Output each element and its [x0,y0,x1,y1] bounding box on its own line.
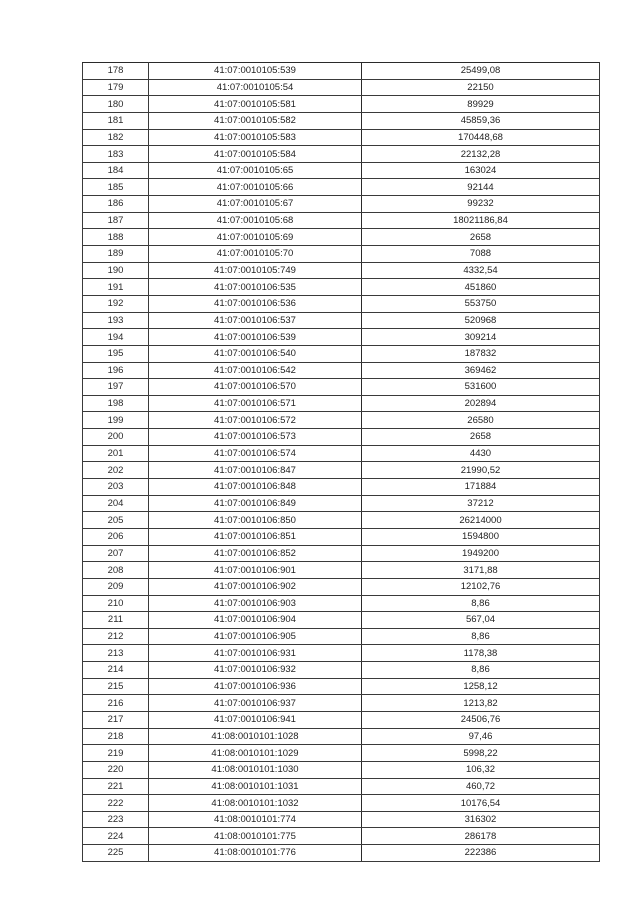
table-row [83,179,600,196]
row-number-cell: 199 [83,412,149,429]
table-row [83,795,600,812]
table-row [83,262,600,279]
row-number-cell: 218 [83,728,149,745]
table-row [83,545,600,562]
cadastral-number-cell: 41:07:0010105:69 [149,229,362,246]
table-row [83,146,600,163]
table-row [83,229,600,246]
cadastral-number-cell: 41:07:0010105:67 [149,196,362,213]
cadastral-number-cell: 41:07:0010106:574 [149,445,362,462]
cadastral-number-cell: 41:07:0010106:851 [149,528,362,545]
row-number-cell: 198 [83,395,149,412]
row-number-cell: 220 [83,761,149,778]
cadastral-number-cell: 41:08:0010101:775 [149,828,362,845]
row-number-cell: 207 [83,545,149,562]
value-cell: 316302 [362,811,600,828]
cadastral-number-cell: 41:07:0010106:848 [149,479,362,496]
cadastral-number-cell: 41:08:0010101:776 [149,845,362,862]
table-row [83,429,600,446]
value-cell: 106,32 [362,761,600,778]
value-cell: 1258,12 [362,678,600,695]
table-row [83,612,600,629]
cadastral-number-cell: 41:07:0010106:902 [149,578,362,595]
row-number-cell: 178 [83,63,149,80]
cadastral-number-cell: 41:07:0010106:571 [149,395,362,412]
table-row [83,645,600,662]
table-row [83,828,600,845]
value-cell: 22150 [362,79,600,96]
row-number-cell: 223 [83,811,149,828]
cadastral-number-cell: 41:07:0010105:582 [149,112,362,129]
value-cell: 4430 [362,445,600,462]
value-cell: 8,86 [362,628,600,645]
cadastral-number-cell: 41:07:0010105:65 [149,162,362,179]
value-cell: 8,86 [362,595,600,612]
row-number-cell: 208 [83,562,149,579]
cadastral-number-cell: 41:07:0010106:570 [149,379,362,396]
cadastral-number-cell: 41:07:0010106:539 [149,329,362,346]
value-cell: 22132,28 [362,146,600,163]
table-row [83,678,600,695]
row-number-cell: 204 [83,495,149,512]
value-cell: 171884 [362,479,600,496]
row-number-cell: 214 [83,662,149,679]
cadastral-value-table [82,62,600,862]
row-number-cell: 201 [83,445,149,462]
table-row [83,562,600,579]
cadastral-number-cell: 41:07:0010106:542 [149,362,362,379]
cadastral-number-cell: 41:07:0010105:581 [149,96,362,113]
value-cell: 286178 [362,828,600,845]
row-number-cell: 222 [83,795,149,812]
row-number-cell: 190 [83,262,149,279]
row-number-cell: 217 [83,711,149,728]
value-cell: 24506,76 [362,711,600,728]
table-row [83,811,600,828]
cadastral-number-cell: 41:07:0010105:68 [149,212,362,229]
value-cell: 92144 [362,179,600,196]
value-cell: 26580 [362,412,600,429]
row-number-cell: 183 [83,146,149,163]
value-cell: 18021186,84 [362,212,600,229]
table-row [83,312,600,329]
value-cell: 45859,36 [362,112,600,129]
cadastral-number-cell: 41:07:0010106:573 [149,429,362,446]
row-number-cell: 221 [83,778,149,795]
row-number-cell: 197 [83,379,149,396]
table-row [83,745,600,762]
table-row [83,512,600,529]
value-cell: 1949200 [362,545,600,562]
table-row [83,462,600,479]
row-number-cell: 224 [83,828,149,845]
cadastral-number-cell: 41:08:0010101:1030 [149,761,362,778]
value-cell: 97,46 [362,728,600,745]
table-row [83,246,600,263]
table-row [83,162,600,179]
row-number-cell: 200 [83,429,149,446]
table-row [83,445,600,462]
cadastral-number-cell: 41:07:0010106:936 [149,678,362,695]
value-cell: 520968 [362,312,600,329]
row-number-cell: 196 [83,362,149,379]
row-number-cell: 211 [83,612,149,629]
cadastral-number-cell: 41:08:0010101:774 [149,811,362,828]
row-number-cell: 193 [83,312,149,329]
row-number-cell: 195 [83,345,149,362]
row-number-cell: 180 [83,96,149,113]
value-cell: 4332,54 [362,262,600,279]
row-number-cell: 206 [83,528,149,545]
cadastral-number-cell: 41:07:0010106:852 [149,545,362,562]
table-row [83,63,600,80]
value-cell: 170448,68 [362,129,600,146]
value-cell: 37212 [362,495,600,512]
table-row [83,412,600,429]
table-body [83,63,600,862]
row-number-cell: 192 [83,295,149,312]
row-number-cell: 189 [83,246,149,263]
table-row [83,695,600,712]
value-cell: 25499,08 [362,63,600,80]
table-row [83,778,600,795]
value-cell: 5998,22 [362,745,600,762]
cadastral-number-cell: 41:07:0010106:850 [149,512,362,529]
cadastral-number-cell: 41:07:0010106:903 [149,595,362,612]
value-cell: 2658 [362,429,600,446]
table-row [83,362,600,379]
table-row [83,79,600,96]
value-cell: 12102,76 [362,578,600,595]
row-number-cell: 187 [83,212,149,229]
cadastral-number-cell: 41:07:0010106:937 [149,695,362,712]
row-number-cell: 215 [83,678,149,695]
value-cell: 1213,82 [362,695,600,712]
row-number-cell: 213 [83,645,149,662]
value-cell: 7088 [362,246,600,263]
row-number-cell: 202 [83,462,149,479]
row-number-cell: 216 [83,695,149,712]
row-number-cell: 194 [83,329,149,346]
cadastral-number-cell: 41:07:0010105:54 [149,79,362,96]
cadastral-number-cell: 41:07:0010106:904 [149,612,362,629]
cadastral-number-cell: 41:07:0010106:849 [149,495,362,512]
cadastral-number-cell: 41:07:0010105:583 [149,129,362,146]
table-row [83,329,600,346]
table-row [83,129,600,146]
value-cell: 89929 [362,96,600,113]
value-cell: 369462 [362,362,600,379]
cadastral-number-cell: 41:07:0010105:66 [149,179,362,196]
table-row [83,628,600,645]
row-number-cell: 205 [83,512,149,529]
cadastral-number-cell: 41:07:0010105:70 [149,246,362,263]
value-cell: 202894 [362,395,600,412]
value-cell: 567,04 [362,612,600,629]
value-cell: 8,86 [362,662,600,679]
value-cell: 460,72 [362,778,600,795]
cadastral-number-cell: 41:07:0010106:572 [149,412,362,429]
value-cell: 10176,54 [362,795,600,812]
table-row [83,479,600,496]
value-cell: 3171,88 [362,562,600,579]
row-number-cell: 203 [83,479,149,496]
table-row [83,379,600,396]
row-number-cell: 186 [83,196,149,213]
value-cell: 1594800 [362,528,600,545]
table-row [83,761,600,778]
table-row [83,578,600,595]
value-cell: 309214 [362,329,600,346]
row-number-cell: 212 [83,628,149,645]
table-row [83,728,600,745]
cadastral-number-cell: 41:08:0010101:1028 [149,728,362,745]
row-number-cell: 210 [83,595,149,612]
row-number-cell: 179 [83,79,149,96]
value-cell: 26214000 [362,512,600,529]
value-cell: 451860 [362,279,600,296]
row-number-cell: 181 [83,112,149,129]
row-number-cell: 225 [83,845,149,862]
table-row [83,295,600,312]
value-cell: 531600 [362,379,600,396]
value-cell: 222386 [362,845,600,862]
table-row [83,711,600,728]
cadastral-number-cell: 41:07:0010106:540 [149,345,362,362]
cadastral-number-cell: 41:07:0010106:932 [149,662,362,679]
value-cell: 553750 [362,295,600,312]
value-cell: 163024 [362,162,600,179]
row-number-cell: 188 [83,229,149,246]
row-number-cell: 184 [83,162,149,179]
table-row [83,528,600,545]
cadastral-number-cell: 41:07:0010106:535 [149,279,362,296]
table-row [83,279,600,296]
cadastral-number-cell: 41:08:0010101:1032 [149,795,362,812]
table-row [83,845,600,862]
table-row [83,395,600,412]
row-number-cell: 185 [83,179,149,196]
cadastral-number-cell: 41:07:0010106:536 [149,295,362,312]
table-row [83,495,600,512]
cadastral-number-cell: 41:07:0010106:931 [149,645,362,662]
row-number-cell: 219 [83,745,149,762]
value-cell: 21990,52 [362,462,600,479]
row-number-cell: 191 [83,279,149,296]
table-row [83,212,600,229]
table-row [83,112,600,129]
cadastral-number-cell: 41:08:0010101:1029 [149,745,362,762]
value-cell: 99232 [362,196,600,213]
row-number-cell: 182 [83,129,149,146]
table-row [83,595,600,612]
cadastral-number-cell: 41:07:0010106:847 [149,462,362,479]
cadastral-number-cell: 41:07:0010105:584 [149,146,362,163]
value-cell: 187832 [362,345,600,362]
cadastral-number-cell: 41:07:0010106:941 [149,711,362,728]
cadastral-number-cell: 41:07:0010106:537 [149,312,362,329]
cadastral-number-cell: 41:07:0010106:901 [149,562,362,579]
table-row [83,96,600,113]
value-cell: 1178,38 [362,645,600,662]
table-row [83,196,600,213]
row-number-cell: 209 [83,578,149,595]
cadastral-number-cell: 41:07:0010105:539 [149,63,362,80]
cadastral-number-cell: 41:07:0010106:905 [149,628,362,645]
cadastral-number-cell: 41:08:0010101:1031 [149,778,362,795]
cadastral-number-cell: 41:07:0010105:749 [149,262,362,279]
value-cell: 2658 [362,229,600,246]
table-row [83,662,600,679]
table-row [83,345,600,362]
